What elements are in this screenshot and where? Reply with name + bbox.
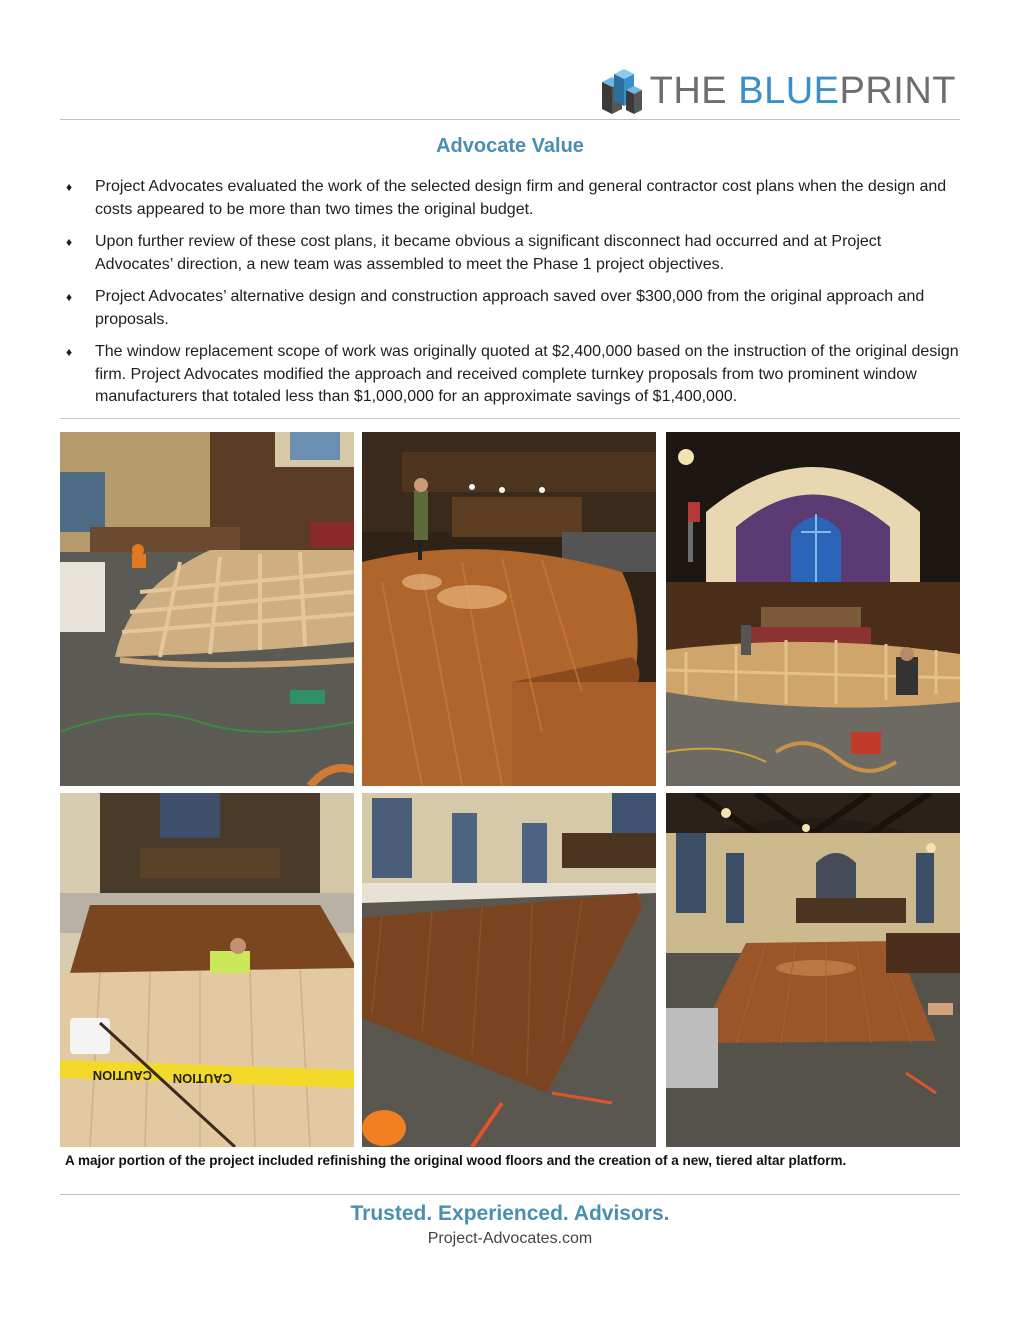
section-title: Advocate Value xyxy=(436,135,584,157)
photo-sanctuary-construction xyxy=(666,432,960,786)
caution-tape-text: CAUTION xyxy=(92,1068,152,1083)
bullet-item xyxy=(60,286,960,331)
diamond-bullet-icon: ♦ xyxy=(66,235,73,249)
diamond-bullet-icon: ♦ xyxy=(66,290,73,304)
photo-floor-sanding xyxy=(60,793,354,1147)
caution-tape-text: CAUTION xyxy=(172,1071,232,1086)
bullet-text: Upon further review of these cost plans, it became obvious a significant disconnect had occurred and at Project Advocates’ direction, a new team was assembled to meet the Phase 1 project objectives. xyxy=(95,233,882,273)
photo-caption: A major portion of the project included refinishing the original wood floors and the creation of a new, tiered altar platform. xyxy=(65,1153,847,1168)
footer-tagline: Trusted. Experienced. Advisors. xyxy=(350,1202,670,1225)
advocate-value-list xyxy=(60,176,960,419)
photo-finished-platform xyxy=(362,432,656,786)
diamond-bullet-icon: ♦ xyxy=(66,345,73,359)
bullet-text: Project Advocates’ alternative design and construction approach saved over $300,000 from the original approach and proposals. xyxy=(95,288,925,328)
section-divider xyxy=(60,418,960,419)
footer-website-link[interactable]: Project-Advocates.com xyxy=(427,1230,593,1247)
photo-stained-floor xyxy=(362,793,656,1147)
bullet-item xyxy=(60,176,960,221)
logo-word-blue: BLUE xyxy=(738,70,840,112)
photo-platform-framing xyxy=(60,432,354,786)
blueprint-logo-icon xyxy=(598,66,642,116)
the-blueprint-logo xyxy=(598,66,956,116)
logo-wordmark xyxy=(650,72,956,110)
bullet-text: Project Advocates evaluated the work of the selected design firm and general contractor cost plans when the design and costs appeared to be more than two times the original budget. xyxy=(95,178,947,218)
page-header xyxy=(60,60,960,120)
logo-word-print: PRINT xyxy=(839,70,956,112)
footer-divider xyxy=(60,1194,960,1195)
bullet-item xyxy=(60,341,960,409)
photo-finished-sanctuary-floor xyxy=(666,793,960,1147)
diamond-bullet-icon: ♦ xyxy=(66,180,73,194)
bullet-item xyxy=(60,231,960,276)
logo-word-the: THE xyxy=(649,70,739,112)
bullet-text: The window replacement scope of work was originally quoted at $2,400,000 based on the instruction of the original design firm. Project Advocates modified the approach and received complete turnkey proposals from two prominent window manufacturers that totaled less than $1,000,000 for an approximate savings of $1,400,000. xyxy=(95,343,959,405)
